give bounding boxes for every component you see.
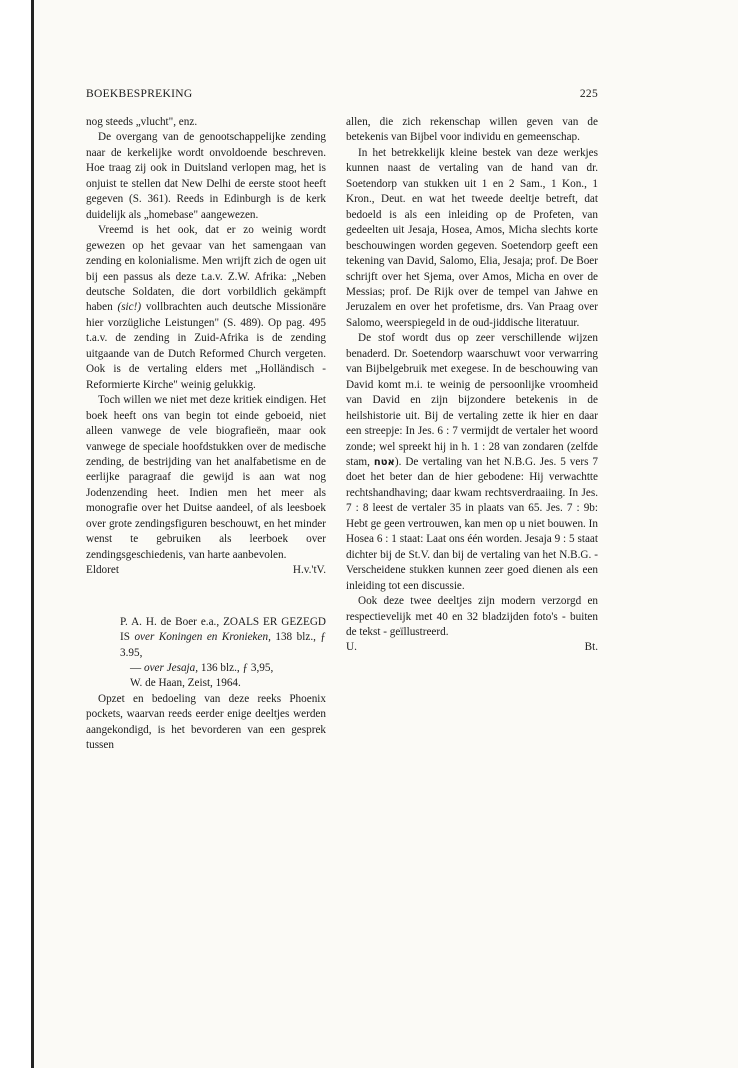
running-title: BOEKBESPREKING	[86, 88, 193, 100]
paragraph: Opzet en bedoeling van deze reeks Phoenix pockets, waarvan reeds eerder enige deeltjes werden aangekondigd, is het bevorderen van een gesprek tussen	[86, 692, 326, 752]
citation-publisher: W. de Haan, Zeist, 1964.	[130, 677, 241, 690]
paragraph: De overgang van de genootschappelijke zending naar de kerkelijke wordt onvoldoende beschreven. Hoe traag zij ook in Duitsland verlopen mag, het is onjuist te stellen dat New Delhi de eerste stoot heeft gegeven (S. 361). Reeds in Edinburgh is de kerk duidelijk als „homebase" aangewezen.	[86, 131, 326, 221]
paragraph: allen, die zich rekenschap willen geven van de betekenis van Bijbel voor individu en gemeenschap.	[346, 116, 598, 144]
left-text-column	[86, 115, 326, 754]
book-citation	[120, 615, 326, 692]
paragraph: nog steeds „vlucht", enz.	[86, 116, 198, 128]
citation-text: P. A. H. de Boer e.a., ZOALS ER GEZEGD IS	[120, 615, 326, 644]
right-text-column	[346, 115, 598, 656]
signature-initials: H.v.'tV.	[292, 564, 326, 577]
paragraph: Ook deze twee deeltjes zijn modern verzorgd en respectievelijk met 40 en 32 bladzijden foto's - buiten de tekst - geïllustreerd.	[346, 595, 598, 638]
citation-title: over Jesaja,	[143, 661, 199, 674]
citation-dash: —	[130, 661, 144, 674]
review-signature	[86, 563, 326, 578]
page-number: 225	[579, 88, 598, 100]
text-run: ). De vertaling van het N.B.G. Jes. 5 vers 7 doet het beter dan de hier gebodene: Hij verwachtte rechtshandhaving; daar kwam rechtsverdraaiing. In Jes. 7 : 8 leest de vertaler 35 in plaats van 65. Jes. 7 : 9b: Hebt ge geen vertrouwen, kan men op u niet bouwen. In Hosea 6 : 1 staat: Laat ons één worden. Jesaja 9 : 5 staat dichter bij de St.V. dan bij de vertaling van het N.B.G. - Verscheidene stukken kunnen zeer goed dienen als een inleiding tot een discussie.	[346, 455, 598, 592]
signature-initials: Bt.	[584, 641, 598, 654]
signature-place: U.	[346, 641, 357, 654]
signature-place: Eldoret	[86, 564, 119, 577]
text-run: De stof wordt dus op zeer verschillende wijzen benaderd. Dr. Soetendorp waarschuwt voor verwarring van Bijbelgebruik met exegese. In de beschouwing van David komt m.i. te weinig de persoonlijke vroomheid van David en zijn bijzondere betekenis in de heilshistorie uit. Bij de vertaling zette ik hier en daar een streepje: In Jes. 6 : 7 vermijdt de vertaler het woord zonde; wel spreekt hij in h. 1 : 28 van zondaren (zelfde stam,	[346, 332, 598, 468]
review-signature	[346, 640, 598, 655]
paragraph: In het betrekkelijk kleine bestek van deze werkjes kunnen naast de vertaling van de hand van dr. Soetendorp van stukken uit 1 en 2 Sam., 1 Kon., 1 Kron., Deut. en wat het tweede deeltje betreft, dat bedoeld is als een inleiding op de Profeten, van gedeelten uit Jesaja, Hosea, Amos, Micha slechts korte beschouwingen worden gegeven. Soetendorp geeft een tekening van David, Salomo, Elia, Jesaja; prof. De Boer schrijft over het Sjema, over Amos, Micha en over de Messias; prof. De Rijk over de tempel van Jahwe en Jeruzalem en over het profetisme, drs. Van Praag over Salomo, weerspiegeld in de oud-jiddische literatuur.	[346, 146, 598, 329]
citation-text: 138 blz., ƒ 3.95,	[120, 631, 326, 659]
citation-text: 136 blz., ƒ 3,95,	[198, 661, 274, 674]
running-header	[86, 88, 598, 106]
citation-entry	[120, 615, 326, 661]
paragraph	[86, 223, 326, 393]
citation-entry	[120, 661, 326, 676]
paragraph: Toch willen we niet met deze kritiek eindigen. Het boek heeft ons van begin tot einde geboeid, niet alleen vanwege de vele biografieën, maar ook vanwege de speciale hoofdstukken over de medische zending, de bestrijding van het analfabetisme en de eerlijke paragraaf die gewijd is aan wat nog Jodenzending heet. Indien men het meer als monografie over het Duitse aandeel, of als leesboek over grote zendingsfiguren beschouwt, en het minder wenst te gebruiken als leerboek over zendingsgeschiedenis, van harte aanbevolen.	[86, 394, 326, 561]
citation-title: over Koningen en Kronieken,	[134, 631, 271, 644]
text-run: vollbrachten auch deutsche Missionäre hier vorzügliche Leistungen" (S. 489). Op pag. 495 t.a.v. de zending in Zuid-Afrika is de zending uitgaande van de Dutch Reformed Church vergeten. Ook is de vertaling elders met „Holländisch - Reformierte Kirche" weinig gelukkig.	[86, 301, 326, 391]
sic-note: (sic!)	[117, 301, 142, 314]
paragraph	[346, 331, 598, 594]
hebrew-word: אטח	[373, 456, 395, 468]
text-run: Vreemd is het ook, dat er zo weinig wordt gewezen op het gevaar van het samengaan van zending en kolonialisme. Men wrijft zich de ogen uit bij een passus als deze t.a.v. Z.W. Afrika: „Neben deutsche Soldaten, die dort vorbildlich gekämpft haben	[86, 224, 326, 314]
